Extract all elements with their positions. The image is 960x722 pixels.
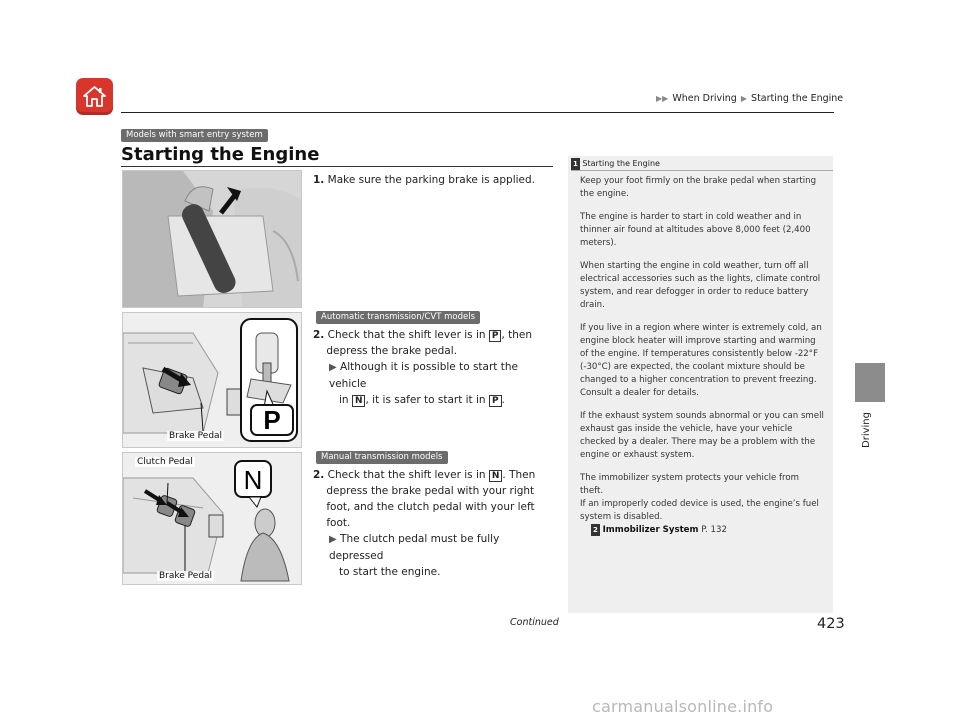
key-n: N (352, 395, 366, 407)
continued-label: Continued (510, 617, 559, 628)
title-divider (121, 166, 553, 167)
note-paragraph: When starting the engine in cold weather, turn off all electrical accessories such as the lights, climate control system, and rear defogger in order to reduce battery drain. (580, 261, 821, 310)
model-tag-automatic: Automatic transmission/CVT models (316, 311, 480, 324)
note-paragraph: Keep your foot firmly on the brake pedal when starting the engine. (580, 176, 817, 199)
clutch-pedal-label: Clutch Pedal (137, 457, 193, 467)
chevron-right-icon: ▶ (740, 94, 748, 103)
model-tag-smart-entry: Models with smart entry system (121, 129, 268, 142)
step-2-manual-note: ▶ The clutch pedal must be fully depressed to start the engine. (329, 533, 500, 578)
key-p: P (489, 330, 502, 342)
home-icon (82, 84, 107, 109)
cross-reference-icon: 2 (593, 526, 598, 534)
shift-n-label: N (243, 465, 263, 495)
side-tab-label: Driving (861, 412, 872, 448)
brake-pedal-automatic-illustration (122, 312, 302, 448)
key-n: N (489, 470, 503, 482)
key-p: P (489, 395, 502, 407)
breadcrumb-item-starting-engine[interactable]: Starting the Engine (751, 93, 844, 104)
reference-marker: 1 (573, 160, 578, 168)
clutch-brake-manual-illustration (122, 452, 302, 585)
breadcrumb (655, 93, 843, 104)
note-paragraph: The engine is harder to start in cold weather and in thinner air found at altitudes above 8,000 feet (2,400 meters). (580, 212, 811, 248)
brake-pedal-label: Brake Pedal (169, 431, 223, 441)
arrow-right-icon: ▶ (329, 534, 337, 545)
arrow-right-icon: ▶ (329, 362, 337, 373)
immobilizer-system-link[interactable]: 2 Immobilizer System P. 132 (593, 525, 727, 535)
chevron-right-icon: ▶▶ (656, 94, 669, 103)
brake-pedal-label: Brake Pedal (159, 571, 213, 581)
note-divider (571, 170, 833, 171)
page-title: Starting the Engine (121, 144, 320, 165)
step-2-automatic-note: ▶ Although it is possible to start the vehicle in N , it is safer to start it in P . (329, 361, 518, 406)
breadcrumb-item-when-driving[interactable]: When Driving (672, 93, 737, 104)
watermark: carmanualsonline.info (592, 697, 774, 716)
home-button[interactable] (76, 78, 113, 115)
note-paragraph: If an improperly coded device is used, the engine’s fuel system is disabled. (580, 499, 819, 522)
note-paragraph: If the exhaust system sounds abnormal or you can smell exhaust gas inside the vehicle, have your vehicle checked by a dealer. There may be a problem with the engine or exhaust system. (580, 411, 824, 460)
model-tag-manual: Manual transmission models (316, 451, 448, 464)
step-2-manual: 2. Check that the shift lever is in N . Then depress the brake pedal with your right foot, and the clutch pedal with your left foot. (313, 469, 536, 529)
side-tab-marker (855, 363, 885, 402)
page-number: 423 (817, 616, 845, 632)
step-1: 1. Make sure the parking brake is applied. (313, 174, 535, 186)
note-heading: 1 Starting the Engine (573, 159, 660, 168)
note-paragraph: If you live in a region where winter is extremely cold, an engine block heater will improve starting and warming of the engine. If temperatures consistently below -22°F (-30°C) are expected, the coolant mixture should be changed to a higher concentration to prevent freezing. Consult a dealer for details. (580, 323, 822, 398)
step-2-automatic: 2. Check that the shift lever is in P , then depress the brake pedal. (313, 329, 533, 357)
note-paragraph: The immobilizer system protects your vehicle from theft. (580, 473, 799, 496)
shift-p-label: P (263, 405, 281, 435)
note-body (580, 175, 824, 537)
parking-brake-illustration (122, 170, 302, 308)
header-divider (121, 112, 834, 113)
